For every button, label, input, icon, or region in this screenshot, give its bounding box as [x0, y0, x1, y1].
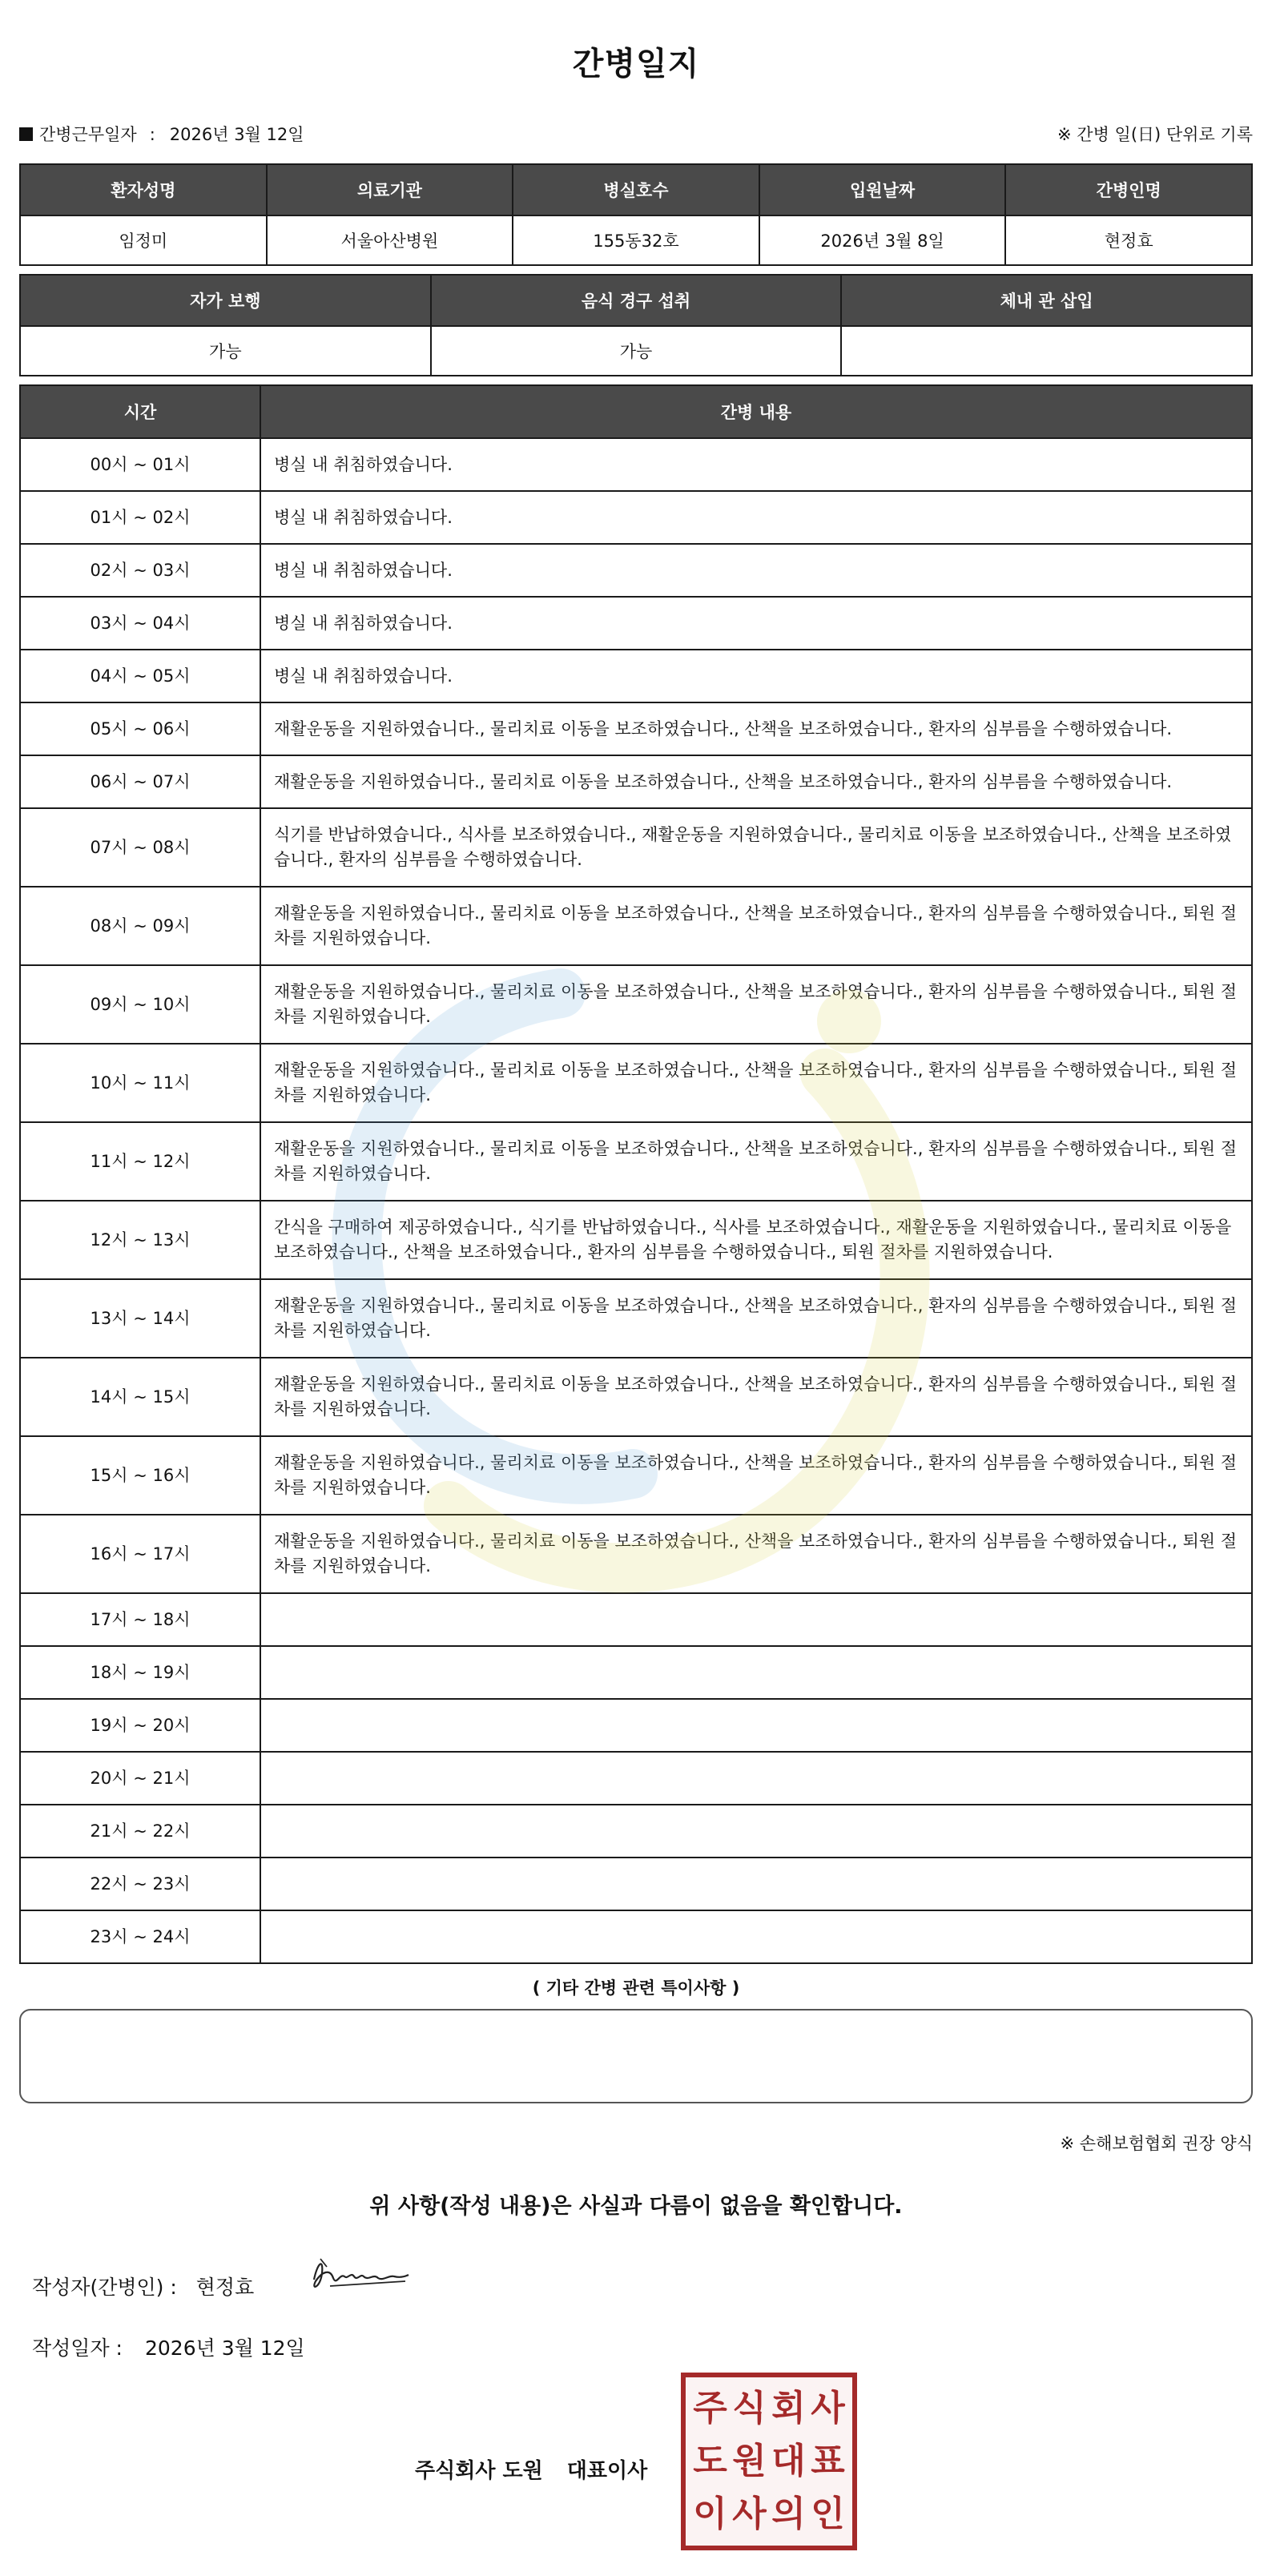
- company-line: [415, 2454, 647, 2484]
- care-log-time: 04시 ~ 05시: [20, 650, 260, 702]
- care-log-time: 02시 ~ 03시: [20, 544, 260, 597]
- care-log-time: 13시 ~ 14시: [20, 1279, 260, 1358]
- care-log-row: [20, 1593, 1252, 1646]
- patient-status-value-row: [20, 326, 1252, 376]
- care-log-time: 15시 ~ 16시: [20, 1436, 260, 1515]
- recommended-form-note: ※ 손해보험협회 권장 양식: [1060, 2134, 1253, 2153]
- care-log-time: 09시 ~ 10시: [20, 965, 260, 1044]
- care-log-content: [260, 1752, 1252, 1805]
- care-log-content: [260, 1805, 1252, 1858]
- care-date-label: 간병근무일자: [39, 125, 137, 144]
- care-log-time: 00시 ~ 01시: [20, 438, 260, 491]
- care-log-time: 19시 ~ 20시: [20, 1699, 260, 1752]
- header-oral-intake: 음식 경구 섭취: [431, 275, 842, 326]
- care-log-time: 06시 ~ 07시: [20, 755, 260, 808]
- care-log-row: [20, 491, 1252, 544]
- care-log-content: 간식을 구매하여 제공하였습니다., 식기를 반납하였습니다., 식사를 보조하였습니다., 재활운동을 지원하였습니다., 물리치료 이동을 보조하였습니다., 산책을 보조하였습니다., 환자의 심부름을 수행하였습니다., 퇴원 절차를 지원하였습니다.: [260, 1201, 1252, 1279]
- care-log-content: 재활운동을 지원하였습니다., 물리치료 이동을 보조하였습니다., 산책을 보조하였습니다., 환자의 심부름을 수행하였습니다., 퇴원 절차를 지원하였습니다.: [260, 1515, 1252, 1593]
- care-log-time: 01시 ~ 02시: [20, 491, 260, 544]
- care-date-line: [19, 122, 304, 146]
- seal-char: 원: [732, 2441, 767, 2481]
- document-title: 간병일지: [572, 46, 700, 83]
- care-log-row: [20, 1358, 1252, 1436]
- care-log-time: 05시 ~ 06시: [20, 702, 260, 755]
- room-number: 155동32호: [513, 215, 759, 265]
- care-log-time: 03시 ~ 04시: [20, 597, 260, 650]
- seal-char: 식: [732, 2388, 767, 2429]
- care-log-header-row: [20, 385, 1252, 438]
- patient-status-header-row: [20, 275, 1252, 326]
- company-seal: [681, 2373, 857, 2550]
- header-self-walking: 자가 보행: [20, 275, 431, 326]
- care-log-row: [20, 1752, 1252, 1805]
- care-log-content: 병실 내 취침하였습니다.: [260, 650, 1252, 702]
- care-log-content: 재활운동을 지원하였습니다., 물리치료 이동을 보조하였습니다., 산책을 보조하였습니다., 환자의 심부름을 수행하였습니다., 퇴원 절차를 지원하였습니다.: [260, 1279, 1252, 1358]
- record-unit-note: ※ 간병 일(日) 단위로 기록: [1057, 125, 1253, 144]
- care-log-content: 병실 내 취침하였습니다.: [260, 597, 1252, 650]
- care-log-content: 재활운동을 지원하였습니다., 물리치료 이동을 보조하였습니다., 산책을 보조하였습니다., 환자의 심부름을 수행하였습니다., 퇴원 절차를 지원하였습니다.: [260, 1122, 1252, 1201]
- hospital-name: 서울아산병원: [267, 215, 513, 265]
- care-log-content: 재활운동을 지원하였습니다., 물리치료 이동을 보조하였습니다., 산책을 보조하였습니다., 환자의 심부름을 수행하였습니다.: [260, 702, 1252, 755]
- seal-char: 표: [811, 2441, 845, 2481]
- handwritten-signature: [306, 2249, 412, 2299]
- care-log-content: 병실 내 취침하였습니다.: [260, 491, 1252, 544]
- seal-char: 사: [732, 2493, 767, 2534]
- care-log-row: [20, 1279, 1252, 1358]
- care-log-content: 식기를 반납하였습니다., 식사를 보조하였습니다., 재활운동을 지원하였습니다., 물리치료 이동을 보조하였습니다., 산책을 보조하였습니다., 환자의 심부름을 수행하였습니다.: [260, 808, 1252, 887]
- caregiver-name: 현정효: [1005, 215, 1252, 265]
- self-walking-value: 가능: [20, 326, 431, 376]
- care-log-row: [20, 1858, 1252, 1910]
- care-log-time: 21시 ~ 22시: [20, 1805, 260, 1858]
- care-log-row: [20, 1436, 1252, 1515]
- oral-intake-value: 가능: [431, 326, 842, 376]
- care-log-time: 11시 ~ 12시: [20, 1122, 260, 1201]
- care-log-table: [19, 384, 1253, 1964]
- care-log-content: [260, 1858, 1252, 1910]
- care-log-row: [20, 1044, 1252, 1122]
- care-log-time: 18시 ~ 19시: [20, 1646, 260, 1699]
- care-log-row: [20, 438, 1252, 491]
- care-log-time: 07시 ~ 08시: [20, 808, 260, 887]
- care-log-content: 재활운동을 지원하였습니다., 물리치료 이동을 보조하였습니다., 산책을 보조하였습니다., 환자의 심부름을 수행하였습니다., 퇴원 절차를 지원하였습니다.: [260, 887, 1252, 965]
- care-log-row: [20, 965, 1252, 1044]
- care-log-time: 20시 ~ 21시: [20, 1752, 260, 1805]
- header-hospital: 의료기관: [267, 164, 513, 215]
- writer-name: 현정효: [195, 2276, 255, 2299]
- care-log-row: [20, 887, 1252, 965]
- patient-info-value-row: [20, 215, 1252, 265]
- seal-char: 주: [693, 2388, 727, 2429]
- care-log-content: 재활운동을 지원하였습니다., 물리치료 이동을 보조하였습니다., 산책을 보조하였습니다., 환자의 심부름을 수행하였습니다., 퇴원 절차를 지원하였습니다.: [260, 965, 1252, 1044]
- header-room: 병실호수: [513, 164, 759, 215]
- seal-char: 의: [771, 2493, 806, 2534]
- care-log-content: 재활운동을 지원하였습니다., 물리치료 이동을 보조하였습니다., 산책을 보조하였습니다., 환자의 심부름을 수행하였습니다., 퇴원 절차를 지원하였습니다.: [260, 1044, 1252, 1122]
- header-patient-name: 환자성명: [20, 164, 267, 215]
- care-log-content: 병실 내 취침하였습니다.: [260, 438, 1252, 491]
- care-log-content: 재활운동을 지원하였습니다., 물리치료 이동을 보조하였습니다., 산책을 보조하였습니다., 환자의 심부름을 수행하였습니다., 퇴원 절차를 지원하였습니다.: [260, 1358, 1252, 1436]
- care-log-row: [20, 1122, 1252, 1201]
- admission-date: 2026년 3월 8일: [759, 215, 1006, 265]
- care-log-time: 23시 ~ 24시: [20, 1910, 260, 1963]
- care-log-row: [20, 1515, 1252, 1593]
- seal-char: 회: [771, 2388, 806, 2429]
- care-log-row: [20, 755, 1252, 808]
- care-log-row: [20, 650, 1252, 702]
- patient-info-table: [19, 163, 1253, 266]
- header-admission-date: 입원날짜: [759, 164, 1006, 215]
- care-log-content: [260, 1646, 1252, 1699]
- special-notes-title: ( 기타 간병 관련 특이사항 ): [532, 1978, 740, 1998]
- care-log-row: [20, 702, 1252, 755]
- care-log-row: [20, 1805, 1252, 1858]
- writer-line: [32, 2272, 254, 2300]
- care-log-row: [20, 1646, 1252, 1699]
- patient-status-table: [19, 274, 1253, 376]
- patient-name: 임정미: [20, 215, 267, 265]
- care-date-colon: :: [149, 125, 155, 144]
- written-date-line: [32, 2332, 305, 2361]
- header-caregiver-name: 간병인명: [1005, 164, 1252, 215]
- care-log-row: [20, 1699, 1252, 1752]
- confirmation-statement: 위 사항(작성 내용)은 사실과 다름이 없음을 확인합니다.: [369, 2194, 903, 2219]
- care-log-content: [260, 1910, 1252, 1963]
- care-log-content: 재활운동을 지원하였습니다., 물리치료 이동을 보조하였습니다., 산책을 보조하였습니다., 환자의 심부름을 수행하였습니다., 퇴원 절차를 지원하였습니다.: [260, 1436, 1252, 1515]
- header-tube-insertion: 체내 관 삽입: [841, 275, 1252, 326]
- care-log-row: [20, 1910, 1252, 1963]
- seal-characters: [690, 2382, 847, 2541]
- care-log-content: 재활운동을 지원하였습니다., 물리치료 이동을 보조하였습니다., 산책을 보조하였습니다., 환자의 심부름을 수행하였습니다.: [260, 755, 1252, 808]
- representative-title: 대표이사: [566, 2459, 648, 2483]
- care-log-time: 12시 ~ 13시: [20, 1201, 260, 1279]
- seal-char: 이: [693, 2493, 727, 2534]
- header-care-content: 간병 내용: [260, 385, 1252, 438]
- care-log-content: 병실 내 취침하였습니다.: [260, 544, 1252, 597]
- care-log-time: 16시 ~ 17시: [20, 1515, 260, 1593]
- care-log-time: 22시 ~ 23시: [20, 1858, 260, 1910]
- square-bullet-icon: [19, 127, 33, 141]
- written-date-label: 작성일자 :: [32, 2337, 123, 2360]
- care-log-time: 14시 ~ 15시: [20, 1358, 260, 1436]
- care-log-time: 08시 ~ 09시: [20, 887, 260, 965]
- care-log-time: 17시 ~ 18시: [20, 1593, 260, 1646]
- writer-label: 작성자(간병인) :: [32, 2276, 177, 2299]
- seal-char: 인: [811, 2493, 845, 2534]
- seal-char: 대: [771, 2441, 806, 2481]
- company-name: 주식회사 도원: [415, 2459, 543, 2483]
- care-log-row: [20, 808, 1252, 887]
- seal-char: 사: [811, 2388, 845, 2429]
- patient-info-header-row: [20, 164, 1252, 215]
- seal-char: 도: [693, 2441, 727, 2481]
- care-log-row: [20, 1201, 1252, 1279]
- care-log-row: [20, 597, 1252, 650]
- care-log-content: [260, 1699, 1252, 1752]
- care-log-body: [20, 438, 1252, 1963]
- tube-insertion-value: [841, 326, 1252, 376]
- care-log-content: [260, 1593, 1252, 1646]
- header-time: 시간: [20, 385, 260, 438]
- care-log-row: [20, 544, 1252, 597]
- special-notes-box: [19, 2009, 1253, 2103]
- care-date-value: 2026년 3월 12일: [169, 125, 304, 144]
- care-log-time: 10시 ~ 11시: [20, 1044, 260, 1122]
- written-date-value: 2026년 3월 12일: [144, 2337, 305, 2360]
